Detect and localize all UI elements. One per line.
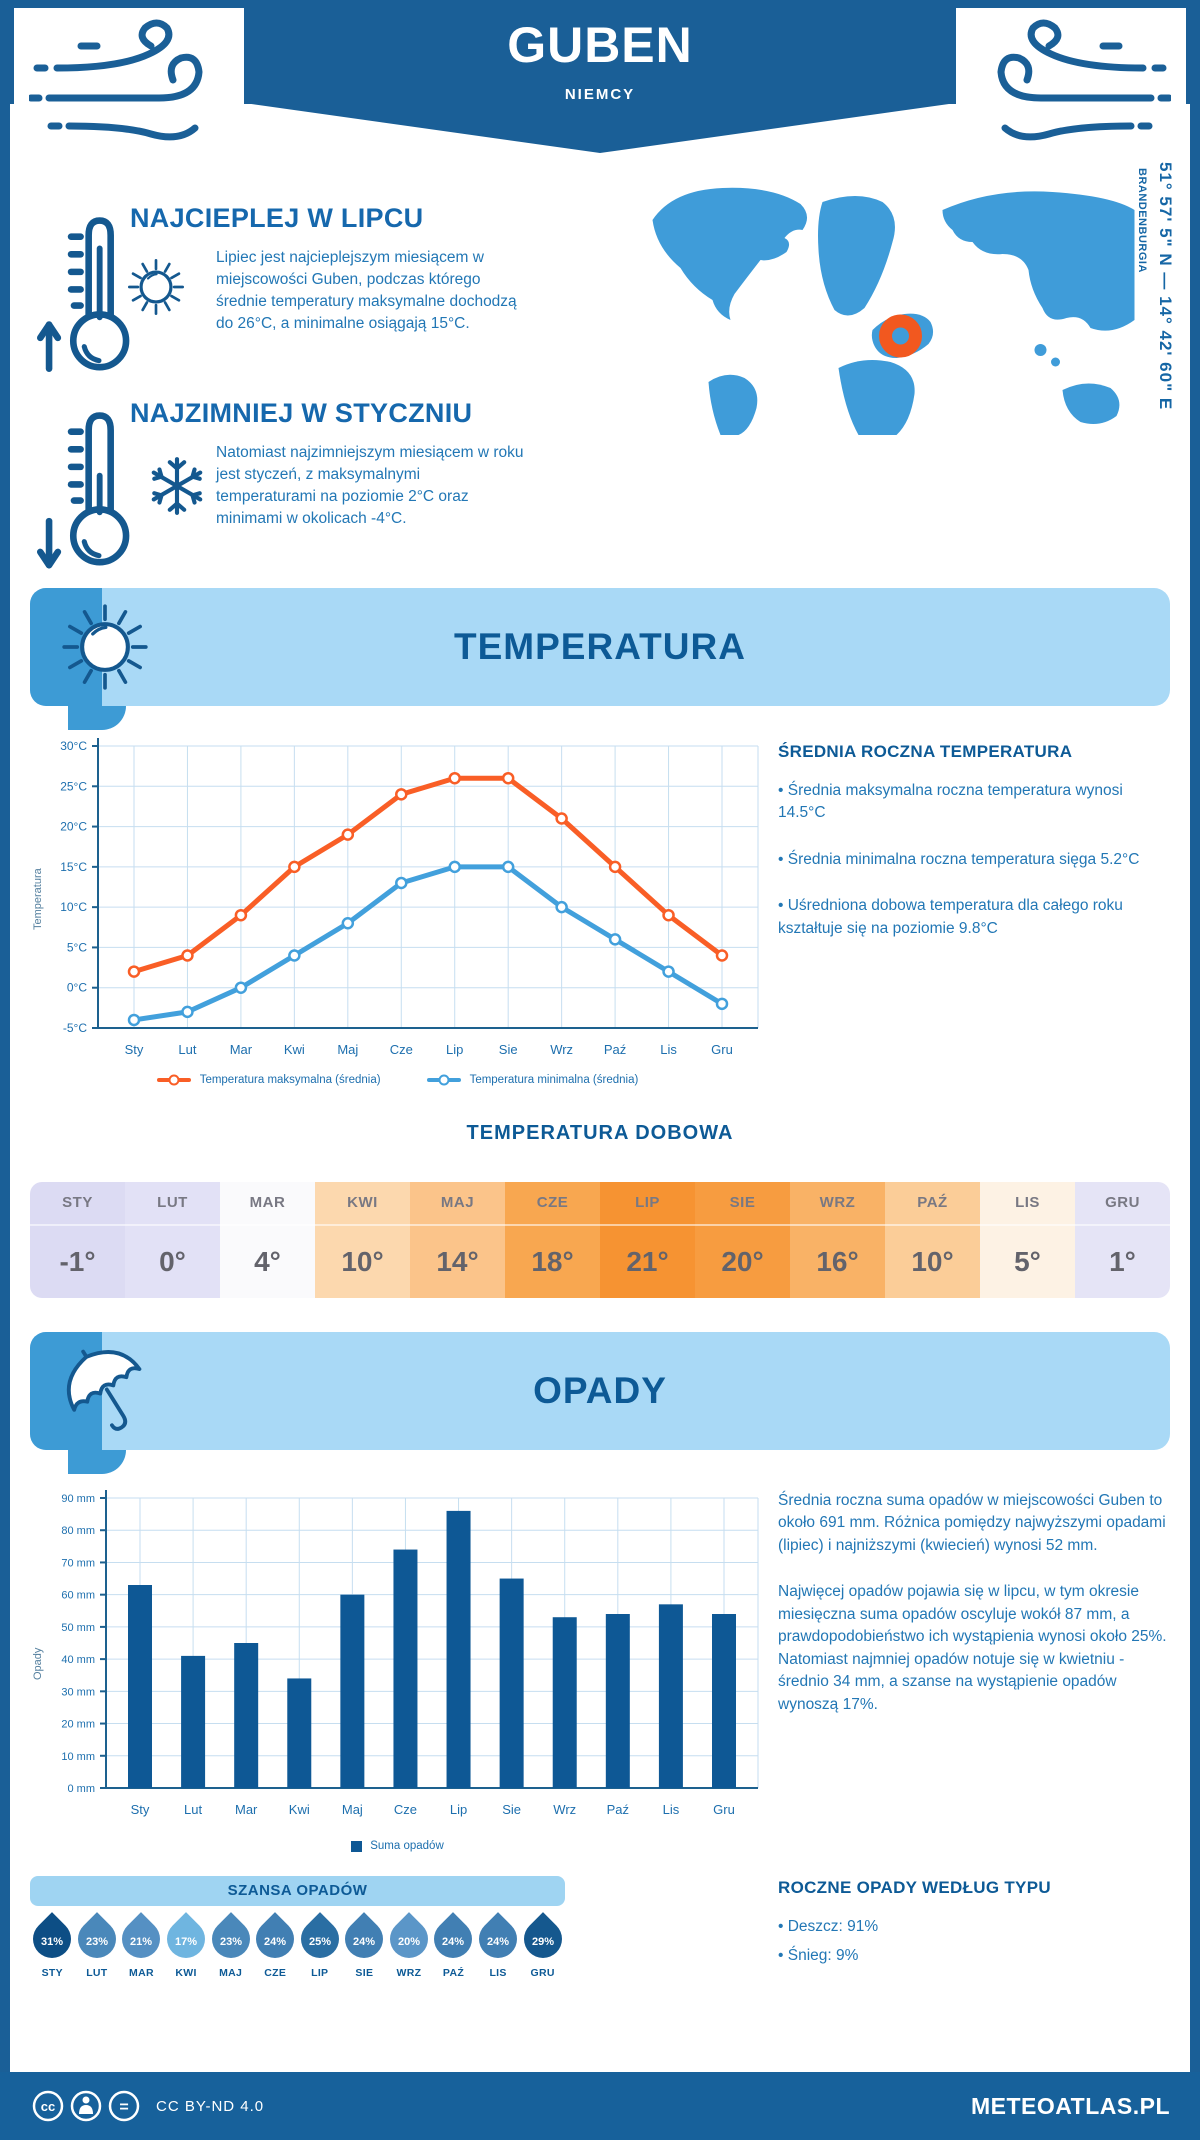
month-column-STY [30,1182,125,1298]
chance-cell-LIP [297,1914,342,1979]
svg-text:Mar: Mar [229,1042,253,1057]
raindrop-icon [115,1912,169,1966]
chance-cell-LIS [476,1914,521,1979]
svg-text:70 mm: 70 mm [61,1557,95,1570]
svg-text:5°C: 5°C [66,940,87,955]
chance-cell-STY [30,1914,75,1979]
umbrella-banner-icon [56,1342,156,1447]
chance-percent: 25% [308,1936,331,1948]
svg-text:Maj: Maj [337,1042,359,1057]
Temperatura minimalna (średnia) [134,867,722,1020]
legend-item: Temperatura minimalna (średnia) [427,1074,639,1086]
raindrop-icon [516,1912,570,1966]
raindrop-icon [382,1912,436,1966]
svg-text:Mar: Mar [234,1802,258,1817]
chance-percent: 17% [175,1936,198,1948]
precipitation-bar [393,1550,417,1788]
month-temperature: 10° [341,1246,384,1277]
chance-percent: 24% [442,1936,465,1948]
month-temperature: 5° [1014,1246,1041,1277]
chance-month: MAJ [219,1967,243,1979]
precip-type-bullet: • Deszcz: 91% [778,1918,879,1935]
month-label: MAJ [410,1182,505,1226]
precipitation-bar [500,1579,524,1788]
svg-text:Sie: Sie [498,1042,518,1057]
svg-text:Lis: Lis [660,1042,677,1057]
raindrop-icon [204,1912,258,1966]
svg-text:Lut: Lut [178,1042,197,1057]
svg-text:10°C: 10°C [60,900,87,915]
svg-text:Kwi: Kwi [288,1802,310,1817]
chance-percent: 24% [264,1936,287,1948]
precipitation-bar [606,1614,630,1788]
svg-text:Wrz: Wrz [550,1042,574,1057]
chance-month: WRZ [396,1967,422,1979]
month-label: LUT [125,1182,220,1226]
precipitation-bar [287,1678,311,1788]
precip-type-title: ROCZNE OPADY WEDŁUG TYPU [778,1878,1051,1897]
svg-text:Maj: Maj [341,1802,363,1817]
precipitation-bar [234,1643,258,1788]
month-column-GRU [1075,1182,1170,1298]
chance-month: GRU [530,1967,555,1979]
svg-text:0 mm: 0 mm [67,1783,95,1795]
legend-item: Temperatura maksymalna (średnia) [157,1074,381,1086]
header-ribbon-point [244,103,956,153]
wind-box-left [14,8,244,158]
raindrop-icon [25,1912,79,1966]
month-column-LIS [980,1182,1075,1298]
wind-icon [971,16,1171,150]
precipitation-text-1: Średnia roczna suma opadów w miejscowości Guben to około 691 mm. Różnica pomiędzy najwyższymi opadami (lipiec) i najniższymi (kwiecień) wynosi 52 mm. [778,1492,1166,1554]
month-label: LIP [600,1182,695,1226]
svg-text:40 mm: 40 mm [61,1654,95,1667]
precipitation-chart [50,1478,765,1848]
raindrop-icon [471,1912,525,1966]
region-label: BRANDENBURGIA [1136,168,1148,273]
month-column-SIE [695,1182,790,1298]
annual-temp-bullet: • Uśredniona dobowa temperatura dla całego roku kształtuje się na poziomie 9.8°C [778,897,1123,937]
precip-type-bullet: • Śnieg: 9% [778,1947,859,1965]
svg-text:20 mm: 20 mm [61,1718,95,1731]
chance-month: LIS [489,1967,507,1979]
precipitation-bar [553,1617,577,1788]
raindrop-icon [293,1912,347,1966]
precipitation-bar [447,1511,471,1788]
precipitation-text-2: Najwięcej opadów pojawia się w lipcu, w tym okresie miesięczna suma opadów oscyluje wokół 87 mm, a prawdopodobieństwo ich wystąpienia wynosi około 25%. Natomiast najmniej opadów notuje się w kwietniu - średnio 34 mm, a szanse na wystąpienie opadów wynoszą 17%. [778,1583,1167,1713]
svg-text:15°C: 15°C [60,859,87,874]
svg-text:Gru: Gru [711,1042,733,1057]
month-temperature: 21° [626,1246,669,1277]
raindrop-icon [337,1912,391,1966]
page-subtitle: NIEMCY [564,86,636,103]
temperature-chart-legend [30,1074,765,1086]
month-temperature: 0° [159,1246,186,1277]
month-column-PAŹ [885,1182,980,1298]
coordinates-label: 51° 57' 5" N — 14° 42' 60" E [1156,162,1175,411]
svg-text:Lip: Lip [446,1042,464,1057]
chance-month: CZE [264,1967,287,1979]
month-temperature: 4° [254,1246,281,1277]
svg-text:Lip: Lip [449,1802,468,1817]
warm-section-text: Lipiec jest najcieplejszym miesiącem w miejscowości Guben, podczas którego średnie temperatury maksymalne dochodzą do 26°C, a minimalne osiągają 15°C. [216,249,517,332]
warm-section-title: NAJCIEPLEJ W LIPCU [130,203,424,233]
month-temperature: 20° [721,1246,764,1277]
cold-section-text: Natomiast najzimniejszym miesiącem w roku jest styczeń, z maksymalnymi temperaturami na poziomie 2°C oraz minimami w okolicach -4°C. [216,444,524,527]
month-column-LIP [600,1182,695,1298]
rain-chart-ylabel: Opady [32,1647,44,1680]
svg-text:-5°C: -5°C [62,1021,87,1035]
svg-text:Paź: Paź [603,1042,627,1057]
daily-temp-table [30,1182,1170,1298]
chance-month: LUT [86,1967,108,1979]
thermometer-cold-icon [30,393,140,578]
annual-temp-bullets [778,780,1170,964]
precipitation-banner [30,1332,1170,1450]
month-temperature: 10° [911,1246,954,1277]
chance-cell-MAR [119,1914,164,1979]
daily-temp-title: TEMPERATURA DOBOWA [466,1122,734,1144]
precipitation-bar [181,1656,205,1788]
raindrop-icon [248,1912,302,1966]
raindrop-icon [159,1912,213,1966]
svg-text:cc: cc [40,2099,56,2114]
precipitation-bar [340,1595,364,1788]
cold-section-title: NAJZIMNIEJ W STYCZNIU [130,398,473,428]
month-label: GRU [1075,1182,1170,1226]
temperature-banner [30,588,1170,706]
month-column-KWI [315,1182,410,1298]
chance-cell-GRU [520,1914,565,1979]
chance-cell-KWI [164,1914,209,1979]
wind-box-right [956,8,1186,158]
right-frame [1190,0,1200,2140]
svg-text:20°C: 20°C [60,819,87,834]
svg-text:Gru: Gru [713,1802,735,1817]
month-label: LIS [980,1182,1075,1226]
svg-text:Lis: Lis [662,1802,680,1817]
snowflake-icon [146,455,208,522]
chance-percent: 24% [353,1936,376,1948]
month-temperature: 14° [436,1246,479,1277]
sun-icon [124,255,188,324]
svg-text:90 mm: 90 mm [61,1493,95,1505]
sun-banner-icon [56,598,154,701]
chance-percent: 20% [397,1936,420,1948]
precipitation-bar [659,1604,683,1788]
raindrop-icon [427,1912,481,1966]
banner-tail [68,706,126,730]
precipitation-bar [128,1585,152,1788]
chance-cell-PAŹ [431,1914,476,1979]
svg-text:10 mm: 10 mm [61,1750,95,1763]
left-frame [0,0,10,2140]
chance-month: LIP [311,1967,329,1979]
chance-percent: 23% [85,1936,108,1948]
month-label: WRZ [790,1182,885,1226]
annual-temp-bullet: • Średnia minimalna roczna temperatura sięga 5.2°C [778,850,1140,868]
chance-month: PAŹ [442,1967,465,1979]
month-column-MAR [220,1182,315,1298]
chance-cell-CZE [253,1914,298,1979]
chance-cell-MAJ [208,1914,253,1979]
world-map [640,150,1145,435]
svg-text:Cze: Cze [393,1802,418,1817]
chance-percent: 29% [531,1936,554,1948]
precipitation-texts [778,1490,1170,1740]
month-temperature: 1° [1109,1246,1136,1277]
banner-tail [68,1450,126,1474]
month-column-CZE [505,1182,600,1298]
chance-percent: 23% [219,1936,242,1948]
month-label: CZE [505,1182,600,1226]
raindrop-icon [70,1912,124,1966]
legend-item: Suma opadów [351,1840,444,1852]
chance-month: STY [41,1967,63,1979]
month-label: MAR [220,1182,315,1226]
svg-text:Paź: Paź [606,1802,630,1817]
chance-percent: 24% [487,1936,510,1948]
cc-license-icons [30,2088,142,2124]
chance-month: KWI [175,1967,197,1979]
chance-month: SIE [355,1967,374,1979]
license-label: CC BY-ND 4.0 [156,2097,265,2115]
svg-text:Wrz: Wrz [553,1802,577,1817]
svg-text:Sty: Sty [130,1802,150,1817]
svg-text:Lut: Lut [184,1802,203,1817]
month-label: SIE [695,1182,790,1226]
precipitation-section-title: OPADY [533,1370,667,1411]
annual-temp-bullet: • Średnia maksymalna roczna temperatura wynosi 14.5°C [778,782,1123,822]
svg-text:50 mm: 50 mm [61,1621,95,1634]
month-temperature: 18° [531,1246,574,1277]
month-label: KWI [315,1182,410,1226]
chance-month: MAR [129,1967,154,1979]
temperature-section-title: TEMPERATURA [454,626,746,667]
chance-cell-WRZ [387,1914,432,1979]
svg-text:=: = [119,2099,129,2116]
wind-icon [29,16,229,150]
month-temperature: -1° [59,1246,96,1277]
chance-cell-SIE [342,1914,387,1979]
annual-temp-title: ŚREDNIA ROCZNA TEMPERATURA [778,742,1073,761]
svg-text:60 mm: 60 mm [61,1589,95,1602]
svg-text:30 mm: 30 mm [61,1686,95,1699]
precipitation-bar-chart-svg [50,1478,765,1843]
chance-title: SZANSA OPADÓW [30,1876,565,1906]
svg-text:Kwi: Kwi [283,1042,305,1057]
svg-text:Sty: Sty [124,1042,144,1057]
chance-percent: 31% [41,1936,64,1948]
month-column-LUT [125,1182,220,1298]
precipitation-bar [712,1614,736,1788]
svg-text:25°C: 25°C [60,779,87,794]
svg-text:0°C: 0°C [66,980,87,995]
month-label: STY [30,1182,125,1226]
month-temperature: 16° [816,1246,859,1277]
precipitation-chart-legend [30,1840,765,1852]
footer [0,2072,1200,2140]
precip-type-bullets [778,1912,1170,1971]
month-column-MAJ [410,1182,505,1298]
chance-droplets [30,1914,565,1979]
svg-text:Sie: Sie [502,1802,522,1817]
chance-cell-LUT [75,1914,120,1979]
month-column-WRZ [790,1182,885,1298]
temperature-line-chart-svg [50,730,765,1092]
svg-text:Cze: Cze [389,1042,413,1057]
svg-text:30°C: 30°C [60,739,87,753]
chance-percent: 21% [130,1936,153,1948]
page-title: GUBEN [507,17,693,73]
site-label: METEOATLAS.PL [970,2092,1170,2119]
month-label: PAŹ [885,1182,980,1226]
temperature-chart [50,730,765,1097]
svg-text:80 mm: 80 mm [61,1525,95,1538]
temp-chart-ylabel: Temperatura [32,868,44,930]
